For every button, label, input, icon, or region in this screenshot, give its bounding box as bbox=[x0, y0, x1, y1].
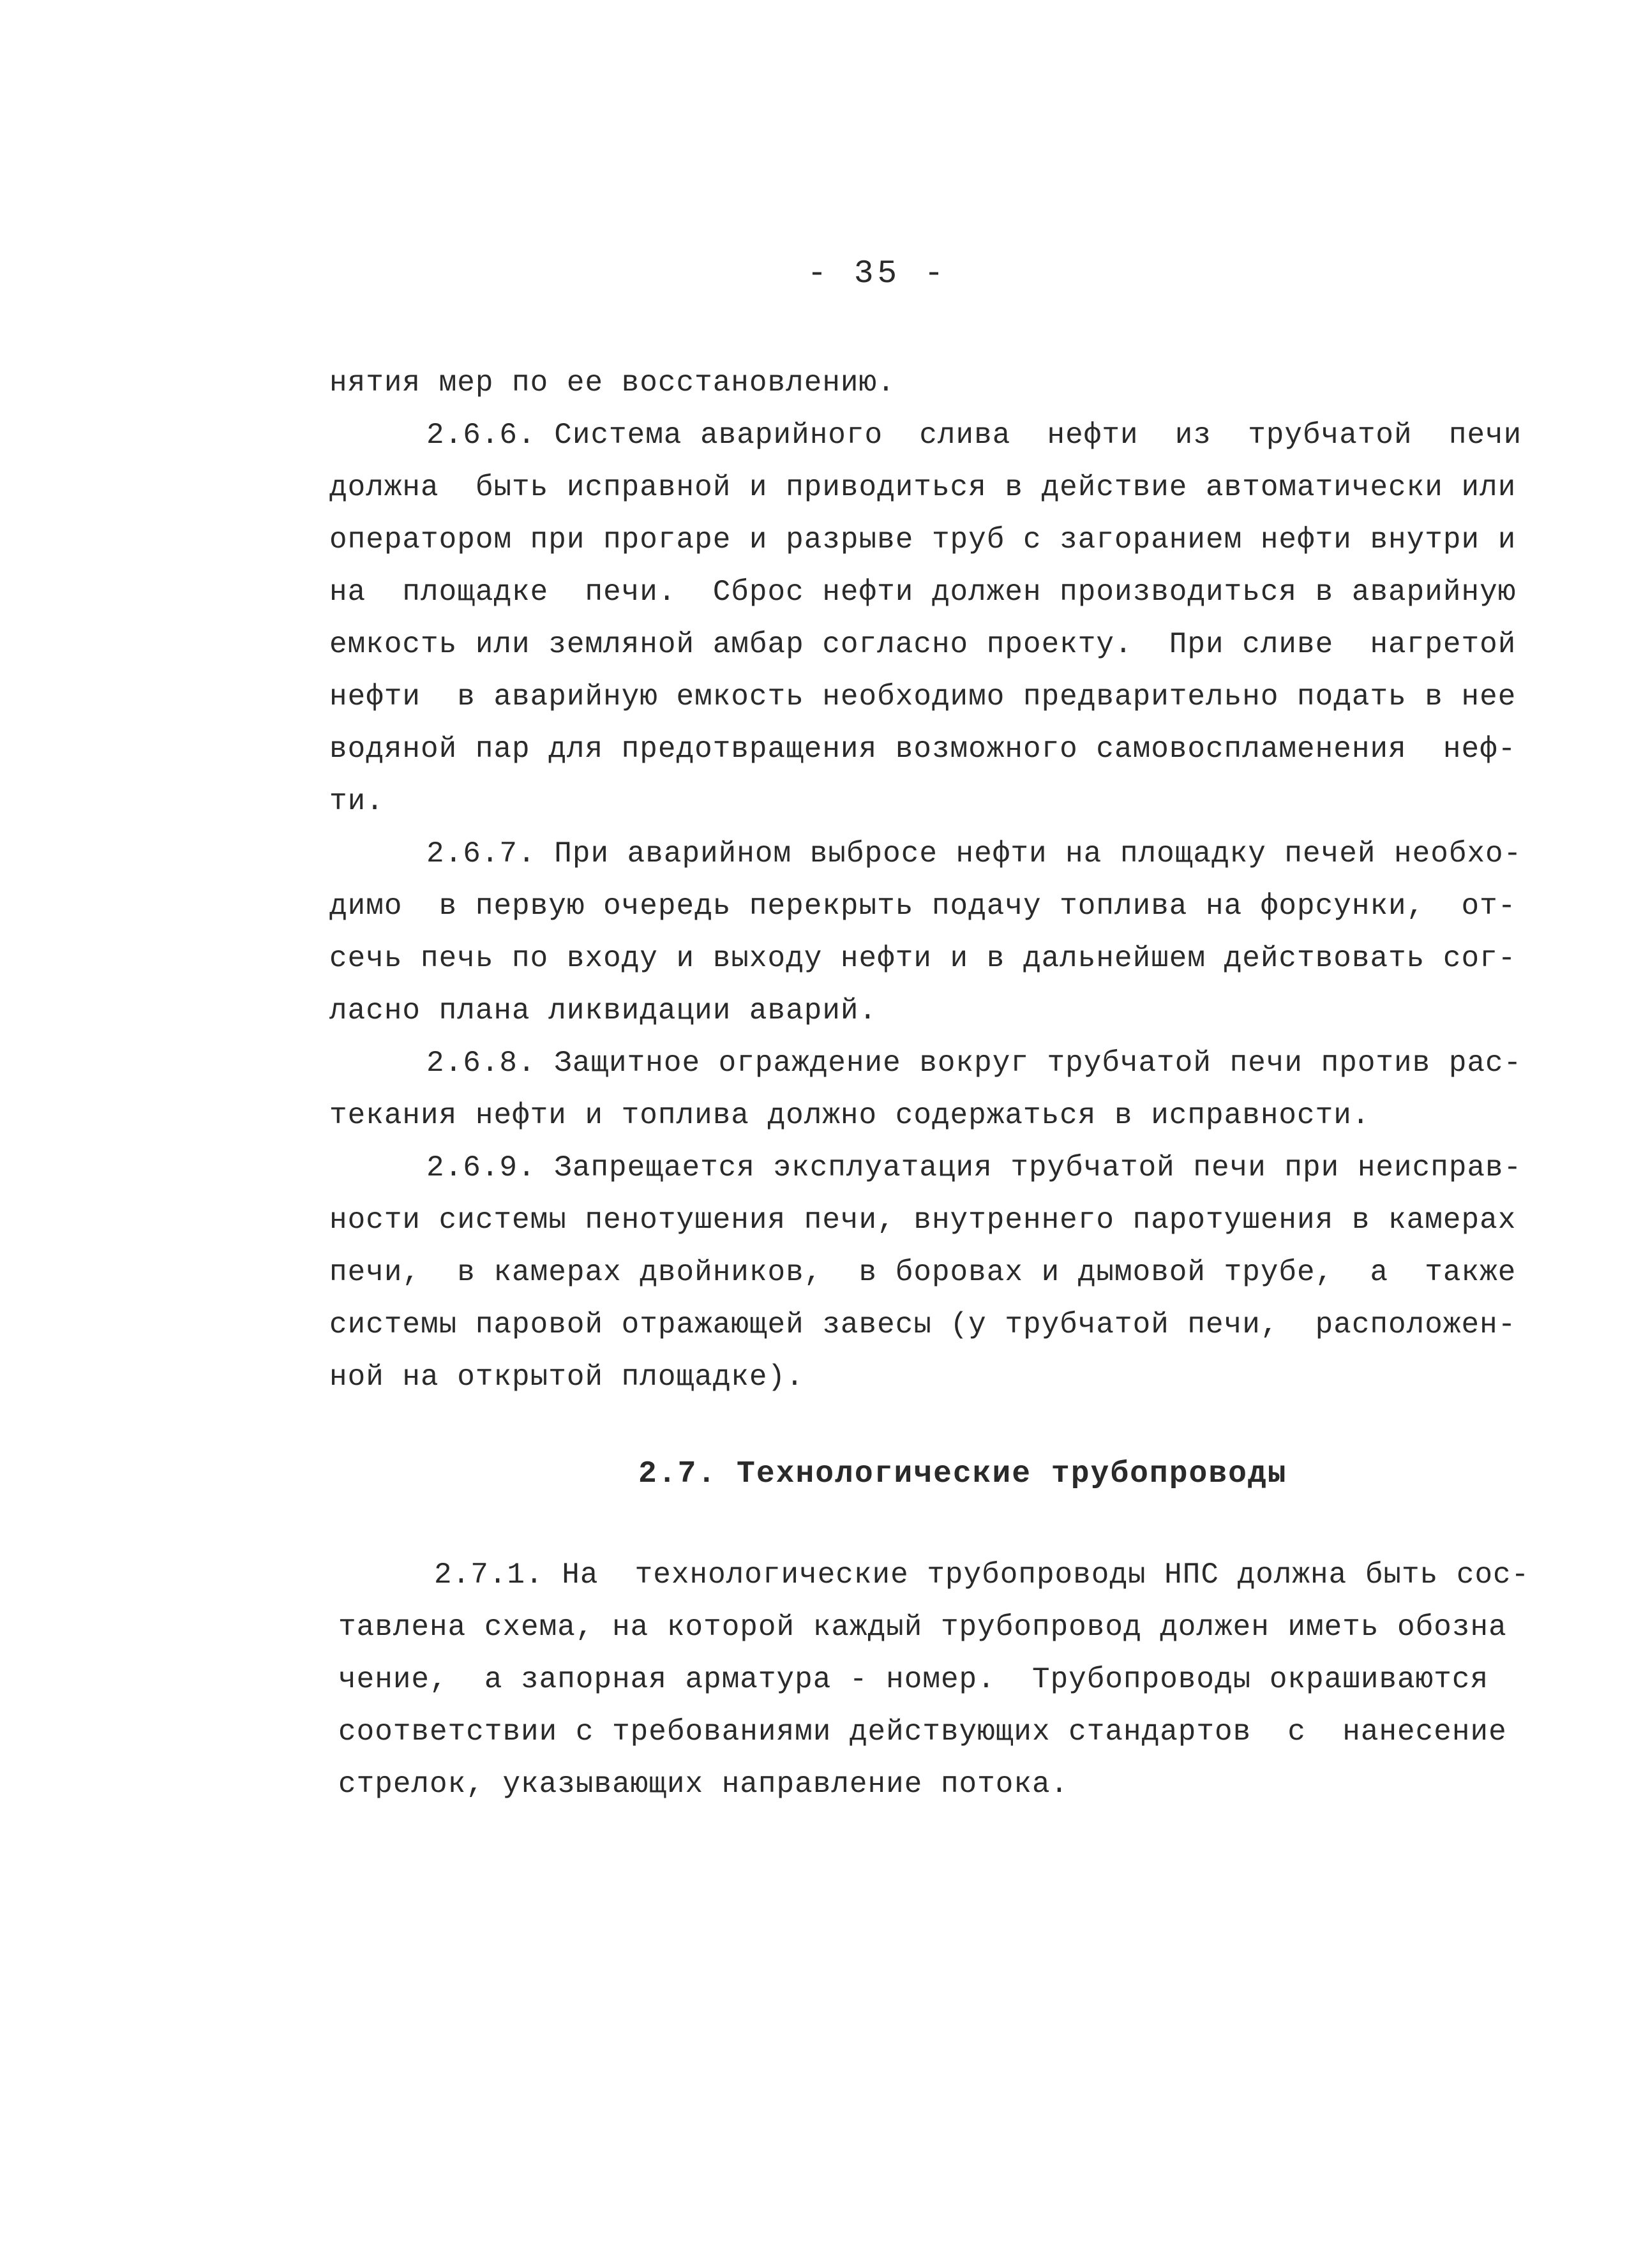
text-line: ной на открытой площадке). bbox=[329, 1361, 804, 1394]
text-line: 2.6.7. При аварийном выбросе нефти на площадку печей необхо- bbox=[426, 837, 1522, 870]
text-line: водяной пар для предотвращения возможного самовоспламенения неф- bbox=[329, 733, 1517, 766]
page-number: - 35 - bbox=[807, 256, 948, 292]
text-line: 2.6.6. Система аварийного слива нефти из трубчатой печи bbox=[426, 419, 1522, 452]
text-line: 2.7.1. На технологические трубопроводы НПС должна быть сос- bbox=[434, 1558, 1530, 1592]
text-line: ти. bbox=[329, 785, 384, 818]
text-line: оператором при прогаре и разрыве труб с загоранием нефти внутри и bbox=[329, 523, 1517, 556]
text-line: нефти в аварийную емкость необходимо предварительно подать в нее bbox=[329, 680, 1517, 713]
text-line: на площадке печи. Сброс нефти должен производиться в аварийную bbox=[329, 576, 1517, 609]
text-line: соответствии с требованиями действующих стандартов с нанесение bbox=[338, 1715, 1507, 1749]
section-heading: 2.7. Технологические трубопроводы bbox=[638, 1457, 1287, 1491]
text-line: текания нефти и топлива должно содержаться в исправности. bbox=[329, 1099, 1370, 1132]
text-line: ности системы пенотушения печи, внутреннего паротушения в камерах bbox=[329, 1204, 1517, 1237]
text-line: печи, в камерах двойников, в боровах и дымовой трубе, а также bbox=[329, 1256, 1517, 1289]
text-line: тавлена схема, на которой каждый трубопровод должен иметь обозна bbox=[338, 1611, 1507, 1644]
text-line: 2.6.8. Защитное ограждение вокруг трубчатой печи против рас- bbox=[426, 1047, 1522, 1080]
text-line: системы паровой отражающей завесы (у трубчатой печи, расположен- bbox=[329, 1308, 1517, 1341]
text-line: димо в первую очередь перекрыть подачу топлива на форсунки, от- bbox=[329, 890, 1517, 923]
text-line: чение, а запорная арматура - номер. Трубопроводы окрашиваются bbox=[338, 1663, 1489, 1696]
text-line: 2.6.9. Запрещается эксплуатация трубчатой печи при неисправ- bbox=[426, 1151, 1522, 1184]
text-line: емкость или земляной амбар согласно проекту. При сливе нагретой bbox=[329, 628, 1517, 661]
text-line: ласно плана ликвидации аварий. bbox=[329, 994, 878, 1027]
text-line: должна быть исправной и приводиться в действие автоматически или bbox=[329, 471, 1517, 504]
text-line: нятия мер по ее восстановлению. bbox=[329, 366, 896, 399]
text-line: сечь печь по входу и выходу нефти и в дальнейшем действовать сог- bbox=[329, 942, 1517, 975]
text-line: стрелок, указывающих направление потока. bbox=[338, 1768, 1069, 1801]
